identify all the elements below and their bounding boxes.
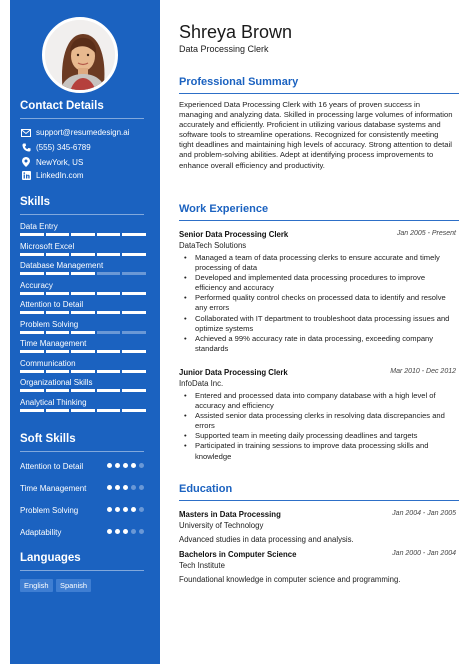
linkedin-text: LinkedIn.com (36, 171, 84, 180)
skill-item (20, 281, 146, 295)
soft-skill-label: Problem Solving (20, 506, 79, 515)
skill-level-segment (97, 389, 121, 392)
job-bullet: • Supported team in meeting daily processing deadlines and targets (179, 431, 451, 441)
skill-item (20, 300, 146, 314)
contact-heading: Contact Details (20, 100, 104, 112)
skill-label: Data Entry (20, 222, 58, 231)
skill-level-segment (20, 409, 44, 412)
rating-dot (139, 463, 144, 468)
soft-skill-rating (107, 507, 144, 512)
skill-level-segment (46, 292, 70, 295)
skill-level-bar (20, 350, 146, 353)
skill-item (20, 359, 146, 373)
skill-level-bar (20, 311, 146, 314)
phone-text: (555) 345-6789 (36, 143, 91, 152)
job-dates: Jan 2005 - Present (396, 230, 456, 237)
section-divider (179, 500, 459, 501)
skill-level-segment (122, 292, 146, 295)
school-name: Tech Institute (179, 561, 225, 570)
degree-title: Masters in Data Processing (179, 510, 281, 519)
skill-level-segment (97, 331, 121, 334)
skill-item (20, 261, 146, 275)
skill-level-bar (20, 253, 146, 256)
job-bullet: • Assisted senior data processing clerks in resolving data discrepancies and errors (179, 411, 451, 431)
skill-label: Database Management (20, 261, 104, 270)
rating-dot (107, 507, 112, 512)
section-divider (20, 570, 144, 571)
experience-heading: Work Experience (179, 203, 269, 215)
skill-item (20, 378, 146, 392)
skill-level-segment (71, 409, 95, 412)
skill-item (20, 242, 146, 256)
contact-phone[interactable] (20, 143, 91, 152)
contact-location (20, 157, 83, 167)
skill-level-segment (71, 253, 95, 256)
skill-level-segment (122, 233, 146, 236)
skill-level-segment (46, 272, 70, 275)
rating-dot (131, 485, 136, 490)
email-icon (20, 129, 32, 137)
degree-description: Advanced studies in data processing and analysis. (179, 535, 354, 544)
rating-dot (115, 485, 120, 490)
skill-label: Accuracy (20, 280, 53, 290)
skill-level-bar (20, 370, 146, 373)
job-company: InfoData Inc. (179, 379, 224, 388)
skill-level-segment (46, 409, 70, 412)
skill-label: Time Management (20, 339, 87, 348)
location-icon (20, 157, 32, 167)
rating-dot (123, 485, 128, 490)
degree-dates: Jan 2000 - Jan 2004 (392, 550, 456, 557)
section-divider (179, 93, 459, 94)
skill-level-segment (122, 350, 146, 353)
rating-dot (123, 463, 128, 468)
skill-level-segment (71, 350, 95, 353)
soft-skill-rating (107, 529, 144, 534)
soft-skill-label: Adaptability (20, 528, 62, 537)
skill-level-segment (122, 370, 146, 373)
candidate-role: Data Processing Clerk (179, 44, 269, 54)
rating-dot (123, 529, 128, 534)
skill-level-segment (97, 311, 121, 314)
rating-dot (115, 463, 120, 468)
linkedin-icon (20, 171, 32, 180)
job-bullet: • Participated in training sessions to improve data processing skills and knowledge (179, 441, 451, 461)
skill-item (20, 339, 146, 353)
skill-level-bar (20, 292, 146, 295)
soft-skill-rating (107, 485, 144, 490)
rating-dot (115, 507, 120, 512)
skill-level-segment (97, 370, 121, 373)
skill-level-segment (46, 350, 70, 353)
skill-level-segment (71, 389, 95, 392)
skill-level-segment (71, 331, 95, 334)
soft-skills-heading: Soft Skills (20, 433, 76, 445)
job-bullet: • Achieved a 99% accuracy rate in data processing, exceeding company standards (179, 334, 451, 354)
job-bullets (179, 253, 451, 354)
language-tag-english: English (20, 579, 53, 592)
skill-level-segment (71, 272, 95, 275)
skill-level-segment (122, 331, 146, 334)
contact-linkedin[interactable] (20, 171, 84, 180)
candidate-name: Shreya Brown (179, 22, 293, 42)
skill-level-segment (97, 233, 121, 236)
job-title: Senior Data Processing Clerk (179, 230, 289, 239)
skill-level-segment (122, 409, 146, 412)
skill-level-segment (71, 233, 95, 236)
skill-level-segment (46, 253, 70, 256)
school-name: University of Technology (179, 521, 264, 530)
profile-photo (42, 17, 118, 93)
skill-label: Microsoft Excel (20, 241, 75, 251)
job-dates: Mar 2010 - Dec 2012 (390, 368, 456, 375)
section-divider (20, 118, 144, 119)
rating-dot (139, 507, 144, 512)
skill-label: Organizational Skills (20, 378, 93, 387)
job-bullet: • Performed quality control checks on processed data to identify and resolve any errors (179, 293, 451, 313)
skill-level-segment (20, 350, 44, 353)
skill-level-segment (71, 311, 95, 314)
skill-level-segment (20, 389, 44, 392)
skill-level-segment (71, 370, 95, 373)
skill-level-segment (122, 272, 146, 275)
skill-level-bar (20, 389, 146, 392)
email-text: support@resumedesign.ai (36, 128, 130, 137)
skill-level-segment (46, 233, 70, 236)
section-divider (20, 214, 144, 215)
job-bullet: • Developed and implemented data processing procedures to improve efficiency and accuracy (179, 273, 451, 293)
skill-level-segment (46, 389, 70, 392)
soft-skill-rating (107, 463, 144, 468)
rating-dot (131, 529, 136, 534)
rating-dot (107, 529, 112, 534)
skill-level-bar (20, 331, 146, 334)
soft-skill-item (20, 505, 148, 527)
skill-level-segment (71, 292, 95, 295)
skill-level-segment (20, 311, 44, 314)
rating-dot (107, 463, 112, 468)
degree-title: Bachelors in Computer Science (179, 550, 297, 559)
language-tag-spanish: Spanish (56, 579, 91, 592)
skill-label: Analytical Thinking (20, 397, 87, 407)
skill-label: Communication (20, 358, 76, 368)
skill-level-bar (20, 409, 146, 412)
phone-icon (20, 143, 32, 152)
degree-dates: Jan 2004 - Jan 2005 (392, 510, 456, 517)
rating-dot (115, 529, 120, 534)
skill-level-segment (20, 272, 44, 275)
skill-level-segment (20, 292, 44, 295)
soft-skill-label: Attention to Detail (20, 462, 84, 471)
soft-skill-item (20, 483, 148, 505)
skills-heading: Skills (20, 196, 51, 208)
rating-dot (139, 529, 144, 534)
location-text: NewYork, US (36, 157, 84, 167)
sidebar (10, 0, 160, 664)
job-company: DataTech Solutions (179, 241, 247, 250)
skill-label: Problem Solving (20, 319, 79, 329)
soft-skill-label: Time Management (20, 484, 87, 493)
skill-level-segment (20, 253, 44, 256)
skill-level-segment (122, 311, 146, 314)
skill-level-segment (122, 253, 146, 256)
languages-heading: Languages (20, 552, 81, 564)
skill-level-bar (20, 272, 146, 275)
skill-level-segment (97, 272, 121, 275)
job-bullet: • Collaborated with IT department to troubleshoot data processing issues and optimize systems (179, 314, 451, 334)
avatar-illustration (45, 20, 118, 93)
skill-level-segment (46, 331, 70, 334)
job-title: Junior Data Processing Clerk (179, 368, 288, 377)
main-content (168, 0, 468, 664)
rating-dot (107, 485, 112, 490)
skill-level-segment (20, 233, 44, 236)
skill-level-segment (122, 389, 146, 392)
rating-dot (139, 485, 144, 490)
skill-item (20, 222, 146, 236)
degree-description: Foundational knowledge in computer science and programming. (179, 575, 401, 584)
skill-level-segment (46, 311, 70, 314)
skill-level-bar (20, 233, 146, 236)
rating-dot (131, 463, 136, 468)
contact-email[interactable] (20, 128, 130, 137)
soft-skill-item (20, 527, 148, 549)
job-bullets (179, 391, 451, 462)
skill-level-segment (97, 253, 121, 256)
skill-item (20, 320, 146, 334)
section-divider (20, 451, 144, 452)
skill-level-segment (97, 292, 121, 295)
skill-level-segment (46, 370, 70, 373)
job-bullet: • Entered and processed data into company database with a high level of accuracy and efficiency (179, 391, 451, 411)
summary-text: Experienced Data Processing Clerk with 16 years of proven success in managing and analyzing data. Skilled in processing large volumes of information accurately and efficiently. Proficient in utilizing various database systems and software tools to streamline operations. Recognized for consistently meeting tight deadlines and maintaining high levels of accuracy. Strong attention to detail and problem-solving abilities. Adept at identifying process improvements to enhance overall efficiency and productivity. (179, 100, 453, 170)
rating-dot (123, 507, 128, 512)
skill-level-segment (20, 370, 44, 373)
skill-level-segment (20, 331, 44, 334)
rating-dot (131, 507, 136, 512)
skill-label: Attention to Detail (20, 300, 84, 309)
job-bullet: • Managed a team of data processing clerks to ensure accurate and timely processing of data (179, 253, 451, 273)
summary-heading: Professional Summary (179, 76, 299, 88)
skill-level-segment (97, 350, 121, 353)
education-heading: Education (179, 483, 233, 495)
soft-skill-item (20, 461, 148, 483)
skill-item (20, 398, 146, 412)
section-divider (179, 220, 459, 221)
skill-level-segment (97, 409, 121, 412)
